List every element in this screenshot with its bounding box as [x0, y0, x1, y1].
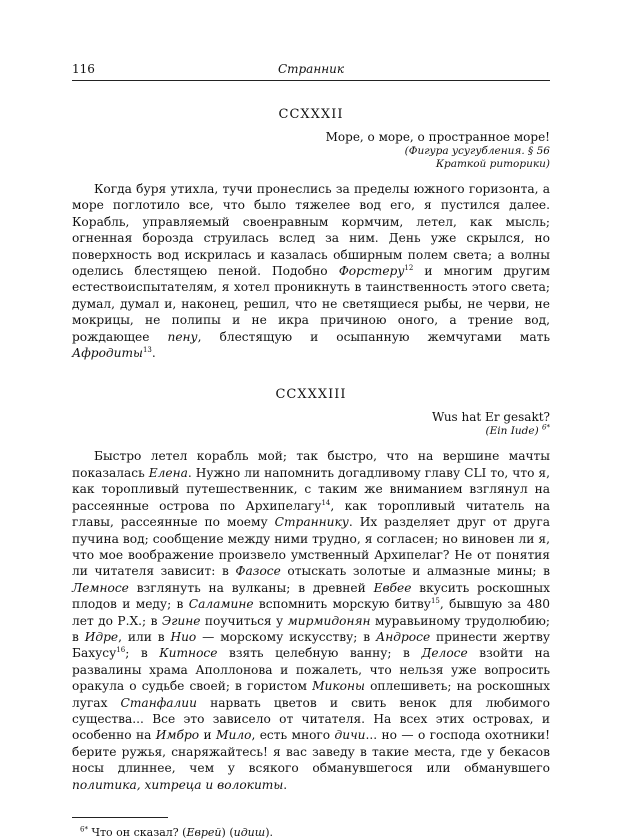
text-run: взять целебную ванну; в	[217, 646, 422, 661]
text-run: ) (	[221, 826, 234, 839]
footnote-ref-14: 14	[321, 498, 331, 507]
emphasis: Идре	[84, 629, 119, 644]
epigraph-source-line-2: Краткой риторики)	[435, 158, 550, 170]
chapter-number-233: CCXXXIII	[275, 387, 347, 403]
emphasis: Саламине	[188, 597, 254, 612]
epigraph-source	[72, 425, 550, 438]
footnote-marker: 6*	[80, 825, 88, 834]
emphasis: Еврей	[186, 826, 222, 839]
emphasis: Елена	[148, 465, 188, 480]
emphasis: Имбро	[155, 728, 200, 743]
emphasis: мирмидонян	[287, 613, 371, 628]
text-run: Быстро летел корабль мой; так быстро, что на вершине мачты показалась	[72, 449, 550, 480]
text-run: поучиться у	[200, 613, 288, 628]
emphasis: Евбее	[373, 580, 412, 595]
chapter-232-paragraph	[72, 181, 550, 361]
text-run: .	[283, 777, 288, 792]
emphasis-forster: Форстеру	[338, 264, 405, 279]
emphasis: Мило	[216, 728, 252, 743]
text-run: ; в	[125, 646, 160, 661]
text-run: . Их разделяет друг от друга пучина вод; сообщение между ними трудно, я согласен; но виновен ли я, что мое воображение произвело умственный Архипелаг? Не от понятия ли читателя зависит: в	[72, 515, 550, 579]
page-number: 116	[72, 62, 95, 76]
emphasis: Станфалии	[120, 695, 197, 710]
book-page	[72, 62, 550, 840]
text-run: ... но — о господа охотники! берите ружья, снаряжайтесь! я вас заведу в такие места, где у бекасов носы длиннее, чем у всякого обманувшегося или обманувшего	[72, 728, 551, 776]
footnote	[72, 826, 550, 840]
emphasis: Нио	[170, 629, 197, 644]
emphasis-pena: пену	[167, 329, 198, 344]
text-run: , есть много	[251, 728, 335, 743]
emphasis: Андросе	[376, 629, 431, 644]
text-run: нарвать цветов и свить венок для любимого существа... Все это зависело от читателя. На всех этих островах, и особенно на	[72, 695, 551, 743]
chapter-number-232: CCXXXII	[278, 107, 344, 122]
text-run: вспомнить морскую битву	[253, 597, 431, 612]
text-run: и многим другим естествоиспытателям, я хотел проникнуть в таинственность этого света; думал, думал и, наконец, решил, что не светящиеся рыбы, не черви, не мокрицы, не полипы и не икра причиною оного, а трение вод, рождающее	[72, 264, 551, 344]
text-run: , бывшую за 480 лет до Р.Х.; в	[72, 597, 550, 628]
text-run: взглянуть на вулканы; в древней	[128, 580, 374, 595]
text-run: и	[199, 728, 216, 743]
text-run: муравьиному трудолюбию; в	[72, 613, 550, 644]
footnote-ref-6: 6*	[542, 423, 550, 432]
epigraph-source-line-1: (Фигура усугубления. § 56	[404, 145, 550, 157]
emphasis: Лемносе	[72, 580, 129, 595]
emphasis: дичи	[334, 728, 366, 743]
footnote-ref-12: 12	[404, 263, 414, 272]
chapter-233-paragraph	[72, 448, 550, 793]
text-run: , блестящую и осыпанную жемчугами мать	[197, 329, 550, 344]
emphasis: Страннику	[274, 515, 349, 530]
text-run: Что он сказал? (	[87, 826, 187, 839]
text-run: отыскать золотые и алмазные мины; в	[280, 564, 550, 579]
text-run: вкусить роскошных плодов и меду; в	[72, 580, 551, 612]
emphasis: Миконы	[312, 679, 365, 694]
emphasis: Фазосе	[235, 564, 281, 579]
text-run: , или в	[118, 629, 171, 644]
text-run: ).	[265, 826, 273, 839]
epigraph-source-text: (Ein Iude)	[485, 425, 539, 438]
emphasis: политика, хитреца и волокиты	[72, 777, 284, 792]
emphasis-aphrodite: Афродиты	[72, 346, 143, 361]
footnote-ref-16: 16	[116, 646, 126, 655]
epigraph-text: Море, о море, о пространное море!	[325, 130, 550, 144]
running-head	[72, 62, 550, 81]
epigraph-232	[72, 130, 550, 171]
epigraph-text: Wus hat Er gesakt?	[431, 410, 550, 425]
text-run: , как торопливый читатель на главы, рассеянные по моему	[72, 498, 550, 530]
footnote-ref-15: 15	[430, 597, 440, 606]
emphasis: идиш	[233, 826, 266, 839]
emphasis: Китносе	[159, 646, 218, 661]
text-run: принести жертву Бахусу	[72, 629, 550, 661]
footnote-ref-13: 13	[142, 346, 152, 354]
text-run: — морскому искусству; в	[196, 629, 376, 644]
text-run: .	[151, 346, 156, 361]
emphasis: Эгине	[161, 613, 201, 628]
text-run: Когда буря утихла, тучи пронеслись за пределы южного горизонта, а море поглотило все, что было тяжелее вод его, я пустился далее. Корабль, управляемый своенравным кормчим, летел, как мысль; огненная борозда струилась вслед за ним. День уже скрылся, но поверхность вод искрилась и казалась обширным полем света; а волны оделись блестящею пеной. Подобно	[72, 182, 550, 279]
text-run: взойти на развалины храма Аполлонова и пожалеть, что нельзя уже вопросить оракула о судьбе своей; в гористом	[72, 646, 550, 694]
emphasis: Делосе	[421, 646, 468, 661]
epigraph-233	[72, 410, 550, 438]
running-title: Странник	[277, 62, 345, 76]
footnote-divider	[72, 817, 168, 818]
text-run: оплешиветь; на роскошных лугах	[72, 679, 550, 710]
text-run: . Нужно ли напомнить догадливому главу CLI то, что я, как торопливый путешественник, с таким же вниманием взглянул на рассеянные острова по Архипелагу	[72, 465, 550, 513]
